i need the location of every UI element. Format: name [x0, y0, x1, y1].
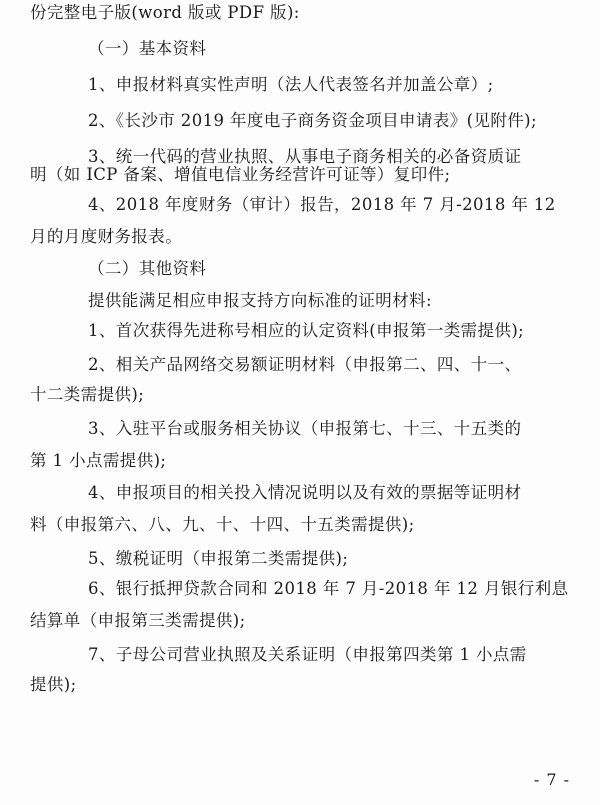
list-item-basic-3-cont: 明（如 ICP 备案、增值电信业务经营许可证等）复印件; [30, 165, 451, 184]
list-item-basic-1: 1、申报材料真实性声明（法人代表签名并加盖公章）; [88, 75, 494, 94]
list-item-other-4: 4、申报项目的相关投入情况说明以及有效的票据等证明材 [88, 483, 522, 502]
list-item-other-3-cont: 第 1 小点需提供); [30, 451, 167, 470]
section-heading-other: （二）其他资料 [88, 259, 207, 278]
list-item-other-4-cont: 料（申报第六、八、九、十、十四、十五类需提供); [30, 515, 415, 534]
list-item-other-1: 1、首次获得先进称号相应的认定资料(申报第一类需提供); [88, 321, 525, 340]
list-item-other-6: 6、银行抵押贷款合同和 2018 年 7 月-2018 年 12 月银行利息 [88, 579, 569, 598]
list-item-basic-4: 4、2018 年度财务（审计）报告，2018 年 7 月-2018 年 12 [88, 195, 556, 214]
list-item-other-3: 3、入驻平台或服务相关协议（申报第七、十三、十五类的 [88, 419, 522, 438]
list-item-other-2-cont: 十二类需提供); [30, 385, 145, 404]
list-item-basic-2: 2、《长沙市 2019 年度电子商务资金项目申请表》(见附件); [88, 111, 537, 130]
list-item-other-7: 7、子母公司营业执照及关系证明（申报第四类第 1 小点需 [88, 645, 527, 664]
page-number: - 7 - [533, 770, 570, 789]
list-item-other-6-cont: 结算单（申报第三类需提供); [30, 611, 246, 630]
list-item-basic-4-cont: 月的月度财务报表。 [30, 227, 183, 246]
list-item-other-5: 5、缴税证明（申报第二类需提供); [88, 549, 349, 568]
section-heading-basic: （一）基本资料 [88, 39, 207, 58]
list-item-other-7-cont: 提供); [30, 675, 77, 694]
text-line-other-intro: 提供能满足相应申报支持方向标准的证明材料: [88, 291, 432, 310]
text-line-intro: 份完整电子版(word 版或 PDF 版): [30, 3, 300, 22]
list-item-basic-3: 3、统一代码的营业执照、从事电子商务相关的必备资质证 [88, 147, 522, 166]
list-item-other-2: 2、相关产品网络交易额证明材料（申报第二、四、十一、 [88, 355, 522, 374]
